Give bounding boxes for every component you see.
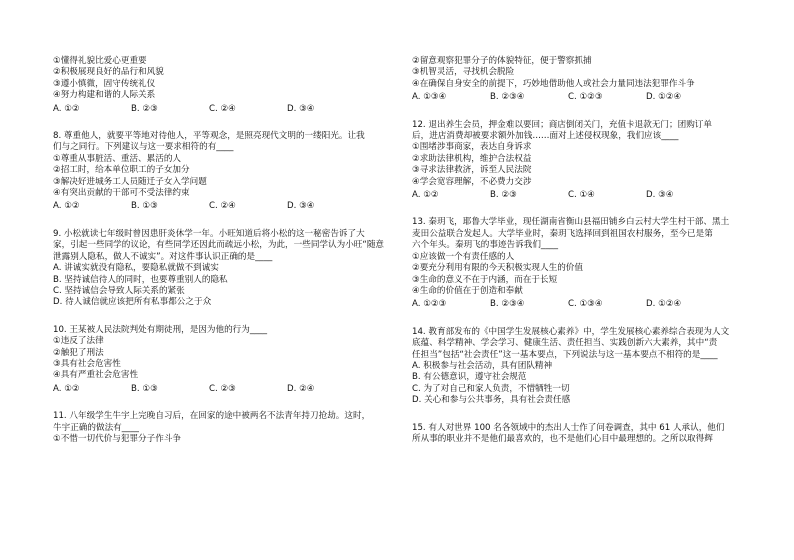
question-15	[412, 423, 752, 446]
answer-choices	[53, 384, 393, 395]
option-line: ③遵小慎微，固守传统礼仪	[53, 78, 156, 89]
option-line: D. 待人诚信就应该把所有私事都公之于众	[53, 297, 212, 308]
question-11-continued	[412, 56, 752, 104]
choice-a: A. ①②	[412, 190, 439, 201]
option-line: C. 坚持诚信会导致人际关系的紧张	[53, 285, 185, 296]
option-line: ①围堵涉事商家，表达自身诉求	[412, 142, 532, 153]
choice-d: D. ③④	[646, 190, 674, 201]
option-line: ①懂得礼貌比爱心更重要	[53, 56, 147, 66]
option-line: ①违反了法律	[53, 336, 104, 347]
choice-a: A. ①②③	[412, 299, 447, 310]
choice-a: A. ①②	[53, 383, 80, 394]
option-line: ③具有社会危害性	[53, 358, 121, 369]
choice-d: D. ②④	[287, 383, 315, 394]
option-line: ③解决好进城务工人员随迁子女入学问题	[53, 176, 207, 187]
question-stem: 13. 秦玥飞，耶鲁大学毕业，现任湖南省衡山县福田铺乡白云村大学生村干部、黑土	[412, 217, 730, 228]
option-line: ①尊重从事脏活、重活、累活的人	[53, 153, 182, 164]
option-line: B. 有公德意识，遵守社会规范	[412, 372, 527, 383]
choice-c: C. ①④	[568, 190, 595, 201]
question-stem: 家，引起一些同学的议论，有些同学还因此而疏远小松，为此，一些同学认为小旺“随意	[53, 240, 385, 251]
choice-d: D. ①②④	[646, 299, 682, 310]
choice-a: A. ①②	[53, 103, 80, 114]
choice-b: B. ①③	[131, 201, 158, 212]
question-stem: 泄露别人隐私，做人不诚实”。对这件事认识正确的是____	[53, 251, 273, 262]
question-13	[412, 217, 752, 310]
option-line: ①不惜一切代价与犯罪分子作斗争	[53, 433, 182, 444]
choice-d: D. ③④	[287, 201, 315, 212]
choice-a: A. ①②	[53, 201, 80, 212]
question-stem: 8. 尊重他人，就要平等地对待他人，平等观念，是照亮现代文明的一缕阳光。让我	[53, 131, 365, 142]
choice-b: B. ②③	[490, 190, 517, 201]
option-line: D. 关心和参与公共事务，具有社会责任感	[412, 395, 571, 406]
option-line: ③寻求法律救济，诉至人民法院	[412, 165, 532, 176]
question-stem: 所从事的职业并不是他们最喜欢的，也不是他们心目中最理想的。之所以取得辉	[412, 433, 713, 444]
answer-choices	[412, 190, 752, 201]
question-stem: 六个年头。秦玥飞的事迹告诉我们____	[412, 240, 559, 251]
option-line: ④学会宽容理解，不必费力交涉	[412, 176, 532, 187]
option-line: A. 积极参与社会活动，具有团队精神	[412, 360, 553, 371]
choice-a: A. ①③④	[412, 92, 447, 103]
choice-c: C. ②④	[209, 201, 236, 212]
option-line: ③生命的意义不在于内涵，而在于长短	[412, 274, 558, 285]
question-stem: 后，进店消费却被要求额外加钱……面对上述侵权现象，我们应该____	[412, 131, 679, 142]
question-stem: 15. 有人对世界 100 名各领域中的杰出人士作了问卷调查，其中 61 人承认，他们	[412, 422, 725, 433]
option-line: ③机智灵活，寻找机会脱险	[412, 67, 515, 78]
option-line: B. 坚持诚信待人的同时，也要尊重别人的隐私	[53, 274, 228, 285]
right-column	[412, 56, 752, 445]
option-line: ④在确保自身安全的前提下，巧妙地借助他人或社会力量同违法犯罪作斗争	[412, 78, 695, 89]
option-line: ②要充分利用有限的今天积极实现人生的价值	[412, 263, 583, 274]
question-stem: 底蕴、科学精神、学会学习、健康生活、责任担当、实践创新六大素养，其中“责	[412, 338, 718, 349]
answer-choices	[412, 92, 752, 103]
question-9	[53, 229, 393, 309]
option-line: ①应该做一个有责任感的人	[412, 251, 515, 262]
option-line: ②积极展现良好的品行和风貌	[53, 67, 164, 78]
option-line: ④努力构建和谐的人际关系	[53, 90, 156, 101]
question-stem: 们与之同行。下列建议与这一要求相符的有____	[53, 142, 234, 153]
choice-b: B. ②③④	[490, 299, 525, 310]
choice-b: B. ①③	[131, 383, 158, 394]
question-stem: 9. 小松就读七年级时曾因患肝炎休学一年。小旺知道后将小松的这一秘密告诉了大	[53, 228, 365, 239]
choice-d: D. ③④	[287, 103, 315, 114]
choice-c: C. ②④	[209, 103, 236, 114]
answer-choices	[412, 299, 752, 310]
choice-b: B. ②③④	[490, 92, 525, 103]
option-line: ④有突出贡献的干部可不受法律约束	[53, 188, 190, 199]
answer-choices	[53, 201, 393, 212]
option-line: ④具有严重社会危害性	[53, 370, 139, 381]
option-line: ②求助法律机构，维护合法权益	[412, 153, 532, 164]
option-line: C. 为了对自己和家人负责，不惜牺牲一切	[412, 383, 570, 394]
question-10	[53, 325, 393, 395]
question-7-options	[53, 56, 393, 115]
question-stem: 牛宇正确的做法有____	[53, 422, 139, 433]
choice-c: C. ②③	[209, 383, 236, 394]
option-line: ②留意观察犯罪分子的体貌特征，便于警察抓捕	[412, 56, 592, 66]
question-stem: 10. 王某被人民法院判处有期徒刑，是因为他的行为____	[53, 324, 268, 335]
option-line: A. 讲诚实就没有隐私，要隐私就做不到诚实	[53, 263, 219, 274]
question-14	[412, 327, 752, 407]
answer-choices	[53, 104, 393, 115]
choice-c: C. ①③④	[568, 299, 603, 310]
choice-d: D. ①②④	[646, 92, 682, 103]
choice-c: C. ①②③	[568, 92, 603, 103]
question-11	[53, 411, 393, 445]
option-line: ②招工时，给本单位职工的子女加分	[53, 165, 190, 176]
question-stem: 麦田公益联合发起人。大学毕业时，秦玥飞选择回到祖国农村服务，至今已是第	[412, 228, 713, 239]
left-column	[53, 56, 393, 445]
question-12	[412, 120, 752, 202]
option-line: ②触犯了刑法	[53, 347, 104, 358]
option-line: ④生命的价值在于创造和奉献	[412, 285, 523, 296]
choice-b: B. ②③	[131, 103, 158, 114]
question-stem: 任担当”包括“社会责任”这一基本要点，下列说法与这一基本要点不相符的是____	[412, 349, 718, 360]
question-stem: 12. 退出养生会员，押金难以要回；商店倒闭关门，充值卡退款无门；团购订单	[412, 119, 712, 130]
question-stem: 14. 教育部发布的《中国学生发展核心素养》中，学生发展核心素养综合表现为人文	[412, 326, 730, 337]
question-8	[53, 131, 393, 213]
question-stem: 11. 八年级学生牛宇上完晚自习后，在回家的途中被两名不法青年持刀抢劫。这时，	[53, 411, 371, 422]
